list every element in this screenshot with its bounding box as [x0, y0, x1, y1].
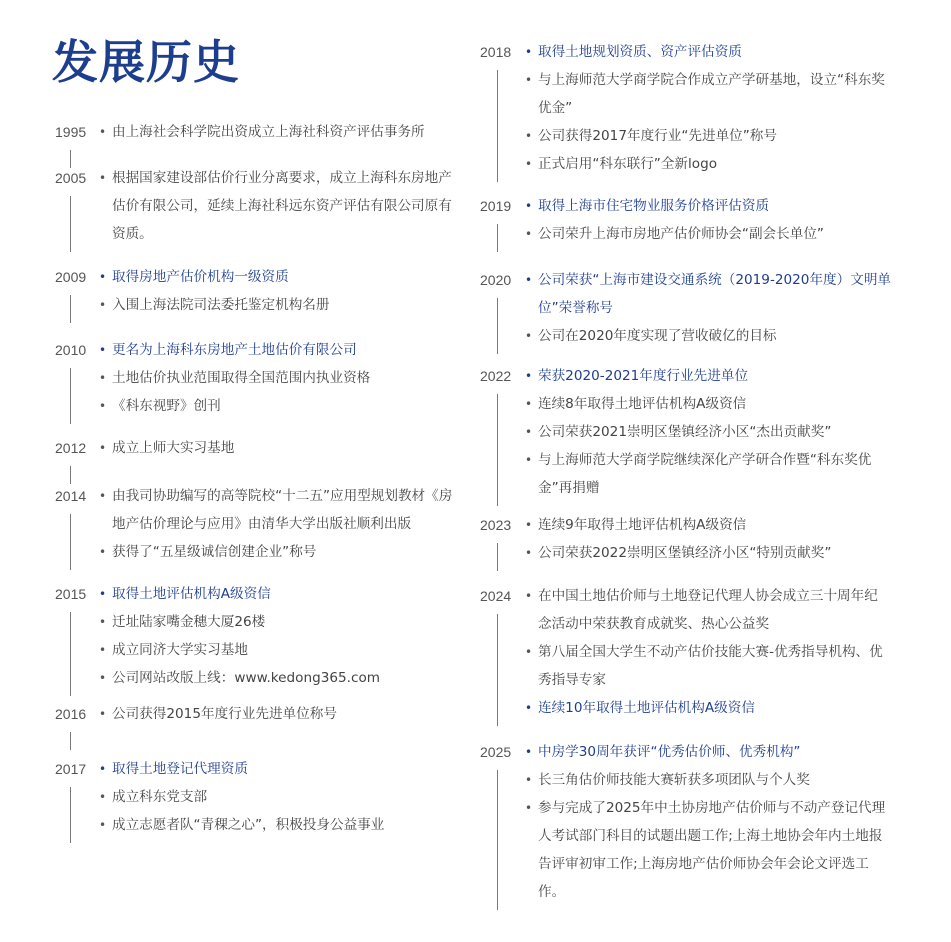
- year-label: 1995: [55, 124, 87, 140]
- bullet-icon: •: [525, 453, 533, 467]
- milestone-text: 在中国土地估价师与土地登记代理人协会成立三十周年纪念活动中荣获教育成就奖、热心公益奖: [538, 588, 878, 632]
- milestone-item: [525, 539, 891, 567]
- milestone-text: 入围上海法院司法委托鉴定机构名册: [112, 297, 330, 313]
- bullet-icon: •: [525, 129, 533, 143]
- bullet-icon: •: [99, 489, 107, 503]
- year-label: 2023: [480, 517, 512, 533]
- milestone-item: [525, 794, 891, 906]
- milestone-item: [525, 66, 891, 122]
- bullet-icon: •: [525, 273, 533, 287]
- bullet-icon: •: [99, 615, 107, 629]
- milestone-text: 与上海师范大学商学院合作成立产学研基地，设立“科东奖优金”: [538, 72, 885, 116]
- bullet-icon: •: [99, 298, 107, 312]
- milestone-text: 更名为上海科东房地产土地估价有限公司: [112, 342, 357, 358]
- milestone-text: 取得土地评估机构A级资信: [112, 586, 271, 602]
- milestone-highlight: [525, 362, 891, 390]
- milestone-item: [525, 446, 891, 502]
- milestone-text: 成立上师大实习基地: [112, 440, 235, 456]
- milestone-text: 获得了“五星级诚信创建企业”称号: [112, 544, 317, 560]
- bullet-icon: •: [99, 818, 107, 832]
- timeline-connector: [70, 368, 71, 424]
- bullet-icon: •: [525, 73, 533, 87]
- milestone-text: 连续8年取得土地评估机构A级资信: [538, 396, 747, 412]
- year-label: 2014: [55, 488, 87, 504]
- milestone-text: 与上海师范大学商学院继续深化产学研合作暨“科东奖优金”再捐赠: [538, 452, 872, 496]
- bullet-icon: •: [525, 227, 533, 241]
- milestone-highlight: [99, 755, 461, 783]
- milestone-text: 第八届全国大学生不动产估价技能大赛-优秀指导机构、优秀指导专家: [538, 644, 883, 688]
- milestone-item: [525, 766, 891, 794]
- year-label: 2022: [480, 368, 512, 384]
- bullet-icon: •: [99, 707, 107, 721]
- milestone-text: 由上海社会科学院出资成立上海社科资产评估事务所: [112, 124, 425, 140]
- milestone-text: 取得房地产估价机构一级资质: [112, 269, 289, 285]
- year-label: 2009: [55, 269, 87, 285]
- milestone-text: 取得土地登记代理资质: [112, 761, 248, 777]
- milestone-text: 成立志愿者队“青稞之心”，积极投身公益事业: [112, 817, 385, 833]
- timeline-connector: [70, 295, 71, 323]
- milestone-item: [99, 291, 461, 319]
- timeline-connector: [497, 394, 498, 506]
- milestone-text: 成立同济大学实习基地: [112, 642, 248, 658]
- bullet-icon: •: [99, 643, 107, 657]
- bullet-icon: •: [525, 773, 533, 787]
- timeline-connector: [70, 514, 71, 570]
- milestone-text: 《科东视野》创刊: [112, 398, 221, 414]
- bullet-icon: •: [99, 587, 107, 601]
- timeline-connector: [70, 732, 71, 750]
- timeline-connector: [497, 770, 498, 910]
- milestone-item: [525, 582, 891, 638]
- timeline-connector: [70, 787, 71, 843]
- page-title: 发展历史: [52, 35, 240, 89]
- milestone-text: 成立科东党支部: [112, 789, 208, 805]
- bullet-icon: •: [99, 790, 107, 804]
- year-label: 2020: [480, 272, 512, 288]
- year-label: 2019: [480, 198, 512, 214]
- milestone-highlight: [525, 38, 891, 66]
- year-label: 2024: [480, 588, 512, 604]
- year-label: 2012: [55, 440, 87, 456]
- year-label: 2005: [55, 170, 87, 186]
- bullet-icon: •: [525, 425, 533, 439]
- timeline-connector: [497, 298, 498, 354]
- milestone-text: 长三角估价师技能大赛斩获多项团队与个人奖: [538, 772, 810, 788]
- bullet-icon: •: [525, 645, 533, 659]
- milestone-item: [99, 783, 461, 811]
- bullet-icon: •: [99, 125, 107, 139]
- milestone-item: [99, 164, 461, 248]
- milestone-text: 公司荣升上海市房地产估价师协会“副会长单位”: [538, 226, 824, 242]
- milestone-text: 迁址陆家嘴金穗大厦26楼: [112, 614, 266, 630]
- milestone-text: 取得上海市住宅物业服务价格评估资质: [538, 198, 770, 214]
- bullet-icon: •: [99, 343, 107, 357]
- milestone-item: [525, 418, 891, 446]
- year-label: 2010: [55, 342, 87, 358]
- bullet-icon: •: [99, 371, 107, 385]
- milestone-text: 根据国家建设部估价行业分离要求，成立上海科东房地产估价有限公司，延续上海社科远东资产评估有限公司原有资质。: [112, 170, 452, 242]
- milestone-item: [99, 118, 461, 146]
- milestone-highlight: [99, 263, 461, 291]
- milestone-item: [525, 220, 891, 248]
- milestone-text: 由我司协助编写的高等院校“十二五”应用型规划教材《房地产估价理论与应用》由清华大学出版社顺利出版: [112, 488, 453, 532]
- milestone-text: 公司网站改版上线：www.kedong365.com: [112, 670, 381, 686]
- milestone-text: 荣获2020-2021年度行业先进单位: [538, 368, 749, 384]
- milestone-item: [99, 538, 461, 566]
- milestone-text: 公司获得2015年度行业先进单位称号: [112, 706, 337, 722]
- bullet-icon: •: [525, 546, 533, 560]
- milestone-text: 公司荣获2022崇明区堡镇经济小区“特别贡献奖”: [538, 545, 832, 561]
- milestone-item: [525, 322, 891, 350]
- timeline-connector: [70, 196, 71, 252]
- bullet-icon: •: [99, 762, 107, 776]
- timeline-connector: [497, 224, 498, 252]
- bullet-icon: •: [525, 369, 533, 383]
- bullet-icon: •: [525, 157, 533, 171]
- bullet-icon: •: [525, 589, 533, 603]
- milestone-text: 公司在2020年度实现了营收破亿的目标: [538, 328, 777, 344]
- bullet-icon: •: [99, 171, 107, 185]
- bullet-icon: •: [99, 441, 107, 455]
- bullet-icon: •: [99, 399, 107, 413]
- milestone-highlight: [525, 738, 891, 766]
- milestone-item: [525, 511, 891, 539]
- year-label: 2018: [480, 44, 512, 60]
- timeline-connector: [497, 614, 498, 726]
- milestone-item: [99, 608, 461, 636]
- bullet-icon: •: [525, 745, 533, 759]
- bullet-icon: •: [525, 518, 533, 532]
- bullet-icon: •: [525, 801, 533, 815]
- milestone-text: 参与完成了2025年中土协房地产估价师与不动产登记代理人考试部门科目的试题出题工作;上海土地协会年内土地报告评审初审工作;上海房地产估价师协会年会论文评选工作。: [538, 800, 886, 900]
- milestone-item: [99, 392, 461, 420]
- milestone-text: 公司荣获2021崇明区堡镇经济小区“杰出贡献奖”: [538, 424, 832, 440]
- milestone-item: [99, 434, 461, 462]
- bullet-icon: •: [525, 701, 533, 715]
- milestone-highlight: [525, 694, 891, 722]
- milestone-text: 公司荣获“上海市建设交通系统（2019-2020年度）文明单位”荣誉称号: [538, 272, 892, 316]
- milestone-text: 正式启用“科东联行”全新logo: [538, 156, 718, 172]
- bullet-icon: •: [525, 329, 533, 343]
- milestone-highlight: [99, 580, 461, 608]
- bullet-icon: •: [525, 199, 533, 213]
- milestone-text: 取得土地规划资质、资产评估资质: [538, 44, 742, 60]
- milestone-item: [525, 390, 891, 418]
- milestone-item: [99, 664, 461, 692]
- bullet-icon: •: [525, 397, 533, 411]
- milestone-item: [99, 482, 461, 538]
- milestone-text: 连续10年取得土地评估机构A级资信: [538, 700, 755, 716]
- milestone-text: 中房学30周年获评“优秀估价师、优秀机构”: [538, 744, 801, 760]
- milestone-item: [525, 150, 891, 178]
- bullet-icon: •: [99, 270, 107, 284]
- milestone-text: 土地估价执业范围取得全国范围内执业资格: [112, 370, 371, 386]
- milestone-item: [99, 636, 461, 664]
- year-label: 2017: [55, 761, 87, 777]
- timeline-connector: [497, 543, 498, 571]
- milestone-highlight: [525, 192, 891, 220]
- year-label: 2015: [55, 586, 87, 602]
- year-label: 2025: [480, 744, 512, 760]
- bullet-icon: •: [99, 671, 107, 685]
- timeline-connector: [497, 70, 498, 182]
- bullet-icon: •: [99, 545, 107, 559]
- year-label: 2016: [55, 706, 87, 722]
- milestone-item: [525, 638, 891, 694]
- milestone-item: [525, 122, 891, 150]
- milestone-item: [99, 364, 461, 392]
- milestone-item: [99, 811, 461, 839]
- bullet-icon: •: [525, 45, 533, 59]
- timeline-connector: [70, 612, 71, 696]
- milestone-highlight: [525, 266, 891, 322]
- milestone-highlight: [99, 336, 461, 364]
- milestone-text: 连续9年取得土地评估机构A级资信: [538, 517, 747, 533]
- milestone-item: [99, 700, 461, 728]
- milestone-text: 公司获得2017年度行业“先进单位”称号: [538, 128, 777, 144]
